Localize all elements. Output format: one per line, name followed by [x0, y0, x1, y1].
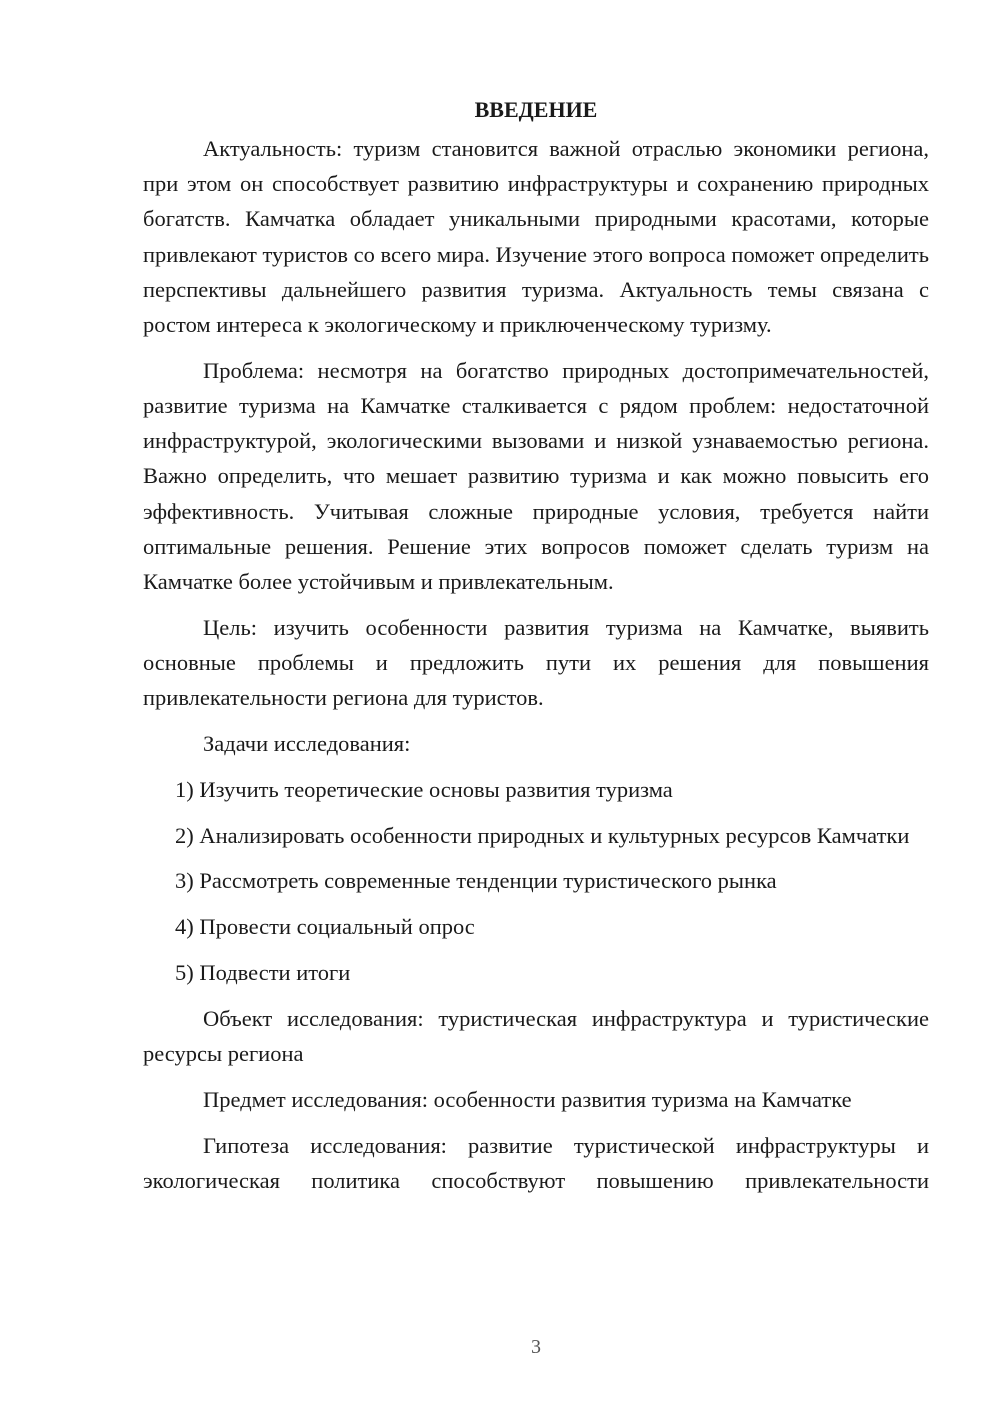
research-object-paragraph: Объект исследования: туристическая инфраструктура и туристические ресурсы региона	[143, 1005, 929, 1067]
document-page	[143, 95, 929, 1198]
research-subject-paragraph: Предмет исследования: особенности развития туризма на Камчатке	[203, 1086, 852, 1112]
task-item-5: 5) Подвести итоги	[175, 960, 351, 986]
problem-paragraph: Проблема: несмотря на богатство природных достопримечательностей, развитие туризма на Камчатке сталкивается с рядом проблем: недостаточной инфраструктурой, экологическими вызовами и низкой узнаваемостью региона. Важно определить, что мешает развитию туризма и как можно повысить его эффективность. Учитывая сложные природные условия, требуется найти оптимальные решения. Решение этих вопросов поможет сделать туризм на Камчатке более устойчивым и привлекательным.	[143, 357, 929, 595]
relevance-paragraph: Актуальность: туризм становится важной отраслью экономики региона, при этом он способствует развитию инфраструктуры и сохранению природных богатств. Камчатка обладает уникальными природными красотами, которые привлекают туристов со всего мира. Изучение этого вопроса поможет определить перспективы дальнейшего развития туризма. Актуальность темы связана с ростом интереса к экологическому и приключенческому туризму.	[143, 136, 929, 338]
section-heading: ВВЕДЕНИЕ	[474, 97, 598, 122]
tasks-heading: Задачи исследования:	[203, 731, 411, 757]
hypothesis-paragraph: Гипотеза исследования: развитие туристической инфраструктуры и экологическая политика способствуют повышению привлекательности	[143, 1132, 929, 1193]
task-item-3: 3) Рассмотреть современные тенденции туристического рынка	[175, 868, 777, 894]
page-number: 3	[531, 1336, 541, 1358]
task-item-2: 2) Анализировать особенности природных и культурных ресурсов Камчатки	[175, 822, 910, 848]
task-item-1: 1) Изучить теоретические основы развития туризма	[175, 776, 673, 802]
task-item-4: 4) Провести социальный опрос	[175, 914, 475, 940]
goal-paragraph: Цель: изучить особенности развития туризма на Камчатке, выявить основные проблемы и предложить пути их решения для повышения привлекательности региона для туристов.	[143, 614, 929, 711]
